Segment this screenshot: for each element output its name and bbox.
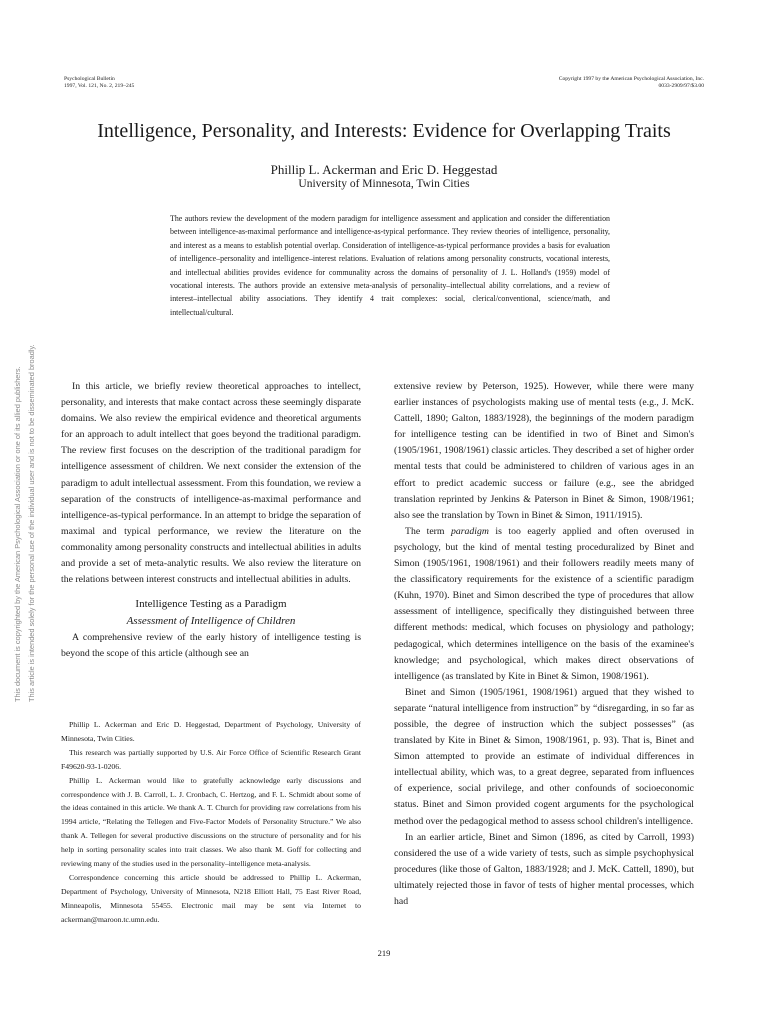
- page-number: 219: [377, 948, 391, 958]
- footnote-affiliation: Phillip L. Ackerman and Eric D. Heggestad, Department of Psychology, University of Minnesota, Twin Cities.: [61, 720, 361, 743]
- text-span: The term: [405, 525, 451, 537]
- intro-paragraph: In this article, we briefly review theoretical approaches to intellect, personality, and interests that make contact across these seemingly disparate domains. We also review the empirical evidence and theoretical arguments for an approach to adult intellect that goes beyond the traditional paradigm. The review first focuses on the description of the traditional paradigm for intelligence assessment of children. We next consider the extension of the paradigm to adult intellectual assessment. From this foundation, we review a separation of the constructs of intelligence-as-maximal performance and intelligence-as-typical performance. In an attempt to bridge the separation of maximal and typical performance, we review the literature on the commonality among personality constructs and intellectual abilities in adults and provide a set of meta-analytic results. We also review the literature on the relations between interest constructs and intellectual abilities in adults.: [61, 381, 361, 586]
- article-title: Intelligence, Personality, and Interests: Evidence for Overlapping Traits: [97, 120, 671, 142]
- journal-citation: [64, 76, 134, 90]
- footnotes: [61, 718, 361, 927]
- body-paragraph: Binet and Simon (1905/1961, 1908/1961) argued that they wished to separate “natural intelligence from instruction” by “disregarding, in so far as possible, the degree of instruction which the subject possesses” (as translated by Kite in Binet & Simon, 1908/1961, p. 93). That is, Binet and Simon attempted to provide an estimate of individual differences in intellectual ability, which was, to a great degree, separated from influences of experience, social privilege, and other confounds of socioeconomic status. Binet and Simon provided cogent arguments for the psychological method over the pedagogical method to assess school children's intelligence.: [394, 686, 694, 827]
- journal-volume: 1997, Vol. 121, No. 2, 219–245: [64, 83, 135, 89]
- right-column: [394, 379, 694, 910]
- journal-name: Psychological Bulletin: [64, 76, 115, 82]
- sidebar-line: This document is copyrighted by the American Psychological Association or one of its allied publishers.: [13, 366, 22, 702]
- copyright-line: Copyright 1997 by the American Psychological Association, Inc.: [558, 76, 704, 82]
- footnote-funding: This research was partially supported by U.S. Air Force Office of Scientific Research Grant F49620-93-1-0206.: [61, 747, 361, 771]
- author-block: [100, 162, 668, 191]
- text-span: is too eagerly applied and often overused in psychology, but the kind of mental testing proceduralized by Binet and Simon (1905/1961, 1908/1961) and their followers readily meets many of the classificatory requirements for the existence of a scientific paradigm (Kuhn, 1970). Binet and Simon described the type of procedures that allow assessment of intelligence, specifically they distinguished between three different methods: medical, which focuses on physiology and pathology; pedagogical, which determines intelligence on the basis of the examinee's knowledge; and psychological, which makes direct observations of intelligence (as translated by Kite in Binet & Simon, 1908/1961).: [394, 525, 694, 682]
- issn-line: 0033-2909/97/$3.00: [658, 83, 704, 89]
- copyright-notice: [559, 76, 704, 90]
- body-paragraph: A comprehensive review of the early history of intelligence testing is beyond the scope of this article (although see an: [61, 632, 361, 660]
- section-heading: Intelligence Testing as a Paradigm: [135, 598, 287, 611]
- left-column: [61, 379, 361, 662]
- body-paragraph: In an earlier article, Binet and Simon (1896, as cited by Carroll, 1993) considered the use of a wide variety of tests, such as simple psychophysical procedures (like those of Galton, 1883/1928; and J. McK. Cattell, 1890), but ultimately rejected those in favor of tests of higher mental processes, which had: [394, 831, 694, 907]
- body-paragraph: extensive review by Peterson, 1925). However, while there were many earlier instances of psychologists making use of mental tests (e.g., J. McK. Cattell, 1890; Galton, 1883/1928), the beginnings of the modern paradigm for intelligence testing can be identified in two of Binet and Simon's (1905/1961, 1908/1961) classic articles. They described a set of higher order mental tests that could be administered to children of various ages in an effort to predict academic success or failure (e.g., see the abridged translation reprinted by Jenkins & Paterson in Binet & Simon, 1908/1961; also see the translation by Town in Binet & Simon, 1911/1915).: [394, 381, 694, 521]
- footnote-correspondence: Correspondence concerning this article should be addressed to Phillip L. Ackerman, Department of Psychology, University of Minnesota, N218 Elliott Hall, 75 East River Road, Minneapolis, Minnesota 55455. Electronic mail may be sent via Internet to ackerman@maroon.tc.umn.edu.: [61, 872, 361, 924]
- copyright-sidebar: [11, 0, 39, 702]
- abstract: The authors review the development of the modern paradigm for intelligence assessment and application and consider the differentiation between intelligence-as-maximal performance and intelligence-as-typical performance. They review theories of intelligence, personality, and interest as a means to establish potential overlap. Consideration of intelligence-as-typical performance provides a basis for evaluation of intelligence–personality and intelligence–interest relations. Evaluation of relations among personality constructs, vocational interests, and intellectual abilities provides evidence for communality across the domains of personality of J. L. Holland's (1959) model of vocational interests. The authors provide an extensive meta-analysis of personality–intellectual ability correlations, and a review of interest–intellectual ability associations. They identify 4 trait complexes: social, clerical/conventional, science/math, and intellectual/cultural.: [170, 214, 610, 317]
- subsection-heading: Assessment of Intelligence of Children: [126, 615, 296, 628]
- body-paragraph: [394, 524, 694, 685]
- author-affiliation: University of Minnesota, Twin Cities: [298, 178, 470, 190]
- sidebar-line: This article is intended solely for the personal use of the individual user and is not to be disseminated broadly.: [27, 344, 36, 702]
- footnote-acknowledgments: Phillip L. Ackerman would like to gratefully acknowledge early discussions and correspondence with J. B. Carroll, L. J. Cronbach, C. Hertzog, and F. L. Schmidt about some of the ideas contained in this article. We thank A. T. Church for providing raw correlations from his 1994 article, “Relating the Tellegen and Five-Factor Models of Personality Structure.” We also thank A. Tellegen for several productive discussions on the structure of personality and for his help in sorting personality scales into trait classes. We also thank M. Goff for collecting and reviewing many of the studies used in the personality–intelligence meta-analysis.: [61, 775, 361, 869]
- author-names: Phillip L. Ackerman and Eric D. Heggestad: [270, 162, 498, 177]
- emphasis-term: paradigm: [451, 525, 489, 537]
